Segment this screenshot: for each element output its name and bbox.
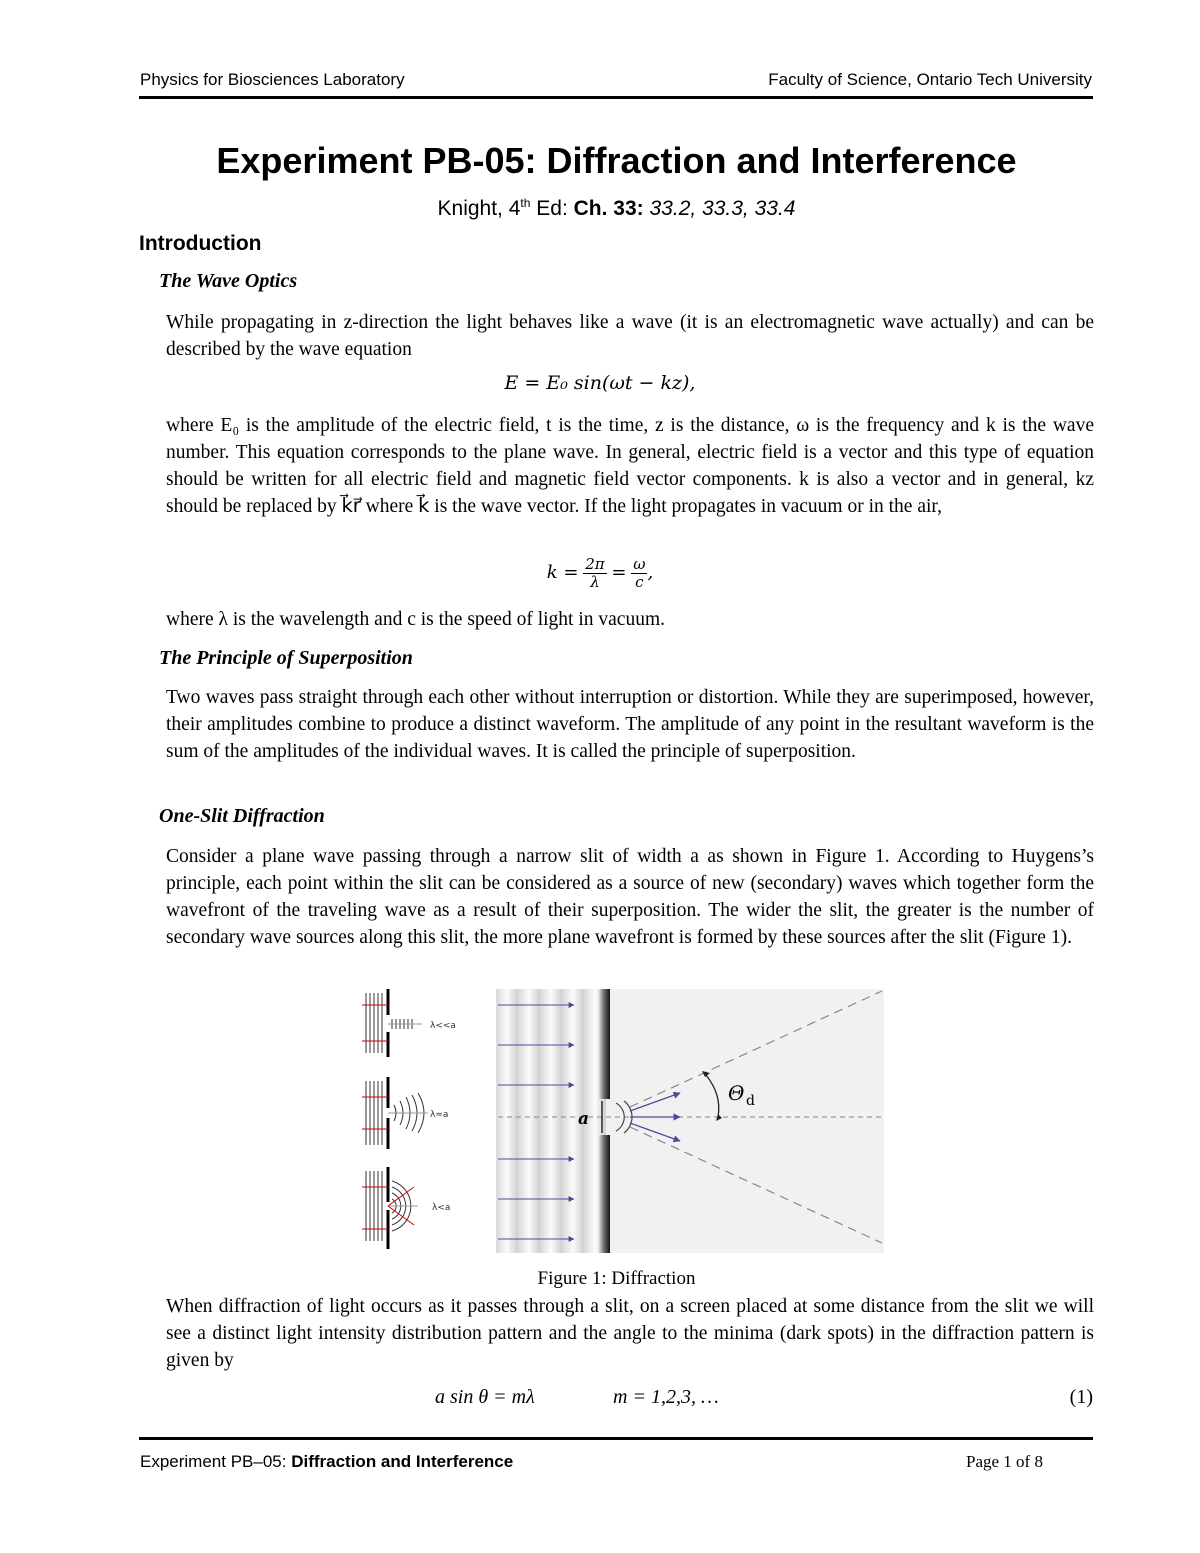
footer-page-number: Page 1 of 8 [966, 1452, 1043, 1471]
header-rule [139, 96, 1093, 99]
superposition-heading: The Principle of Superposition [159, 647, 413, 669]
equation-1-number: (1) [1069, 1386, 1093, 1408]
header-faculty: Faculty of Science, Ontario Tech University [768, 70, 1092, 89]
ref-sections: 33.2, 33.3, 33.4 [649, 197, 796, 220]
label-theta-sub: d [746, 1093, 755, 1109]
one-slit-para-2: When diffraction of light occurs as it passes through a slit, on a screen placed at some distance from the slit we will see a distinct light intensity distribution pattern and the angle to the minima (dark spots) in the diffraction pattern is given by [166, 1296, 1094, 1371]
eq2-frac1-den: λ [590, 573, 600, 591]
one-slit-heading: One-Slit Diffraction [159, 805, 325, 827]
eq2-equals: = [611, 561, 627, 583]
ref-prefix: Knight, 4 [437, 197, 521, 220]
intro-heading: Introduction [139, 232, 262, 255]
diffraction-figure [362, 987, 884, 1255]
label-lambda-much-less: λ<<a [430, 1021, 456, 1031]
small-diagrams [362, 989, 456, 1249]
ref-ed: Ed: [530, 197, 574, 220]
eq2-frac2-den: c [635, 573, 644, 591]
ref-sup: th [520, 196, 531, 210]
eq2-end: , [647, 561, 654, 583]
wave-optics-para-3: where λ is the wavelength and c is the speed of light in vacuum. [166, 609, 665, 630]
footer-title: Diffraction and Interference [291, 1452, 514, 1471]
wave-optics-heading: The Wave Optics [159, 270, 298, 292]
figure-caption: Figure 1: Diffraction [537, 1268, 696, 1289]
header-course-title: Physics for Biosciences Laboratory [140, 70, 405, 89]
small-diagram-2 [362, 1077, 428, 1149]
label-slit-width: a [578, 1109, 590, 1129]
label-lambda-approx: λ≈a [430, 1110, 449, 1120]
small-diagram-1 [362, 989, 422, 1057]
main-diffraction-diagram [496, 989, 884, 1253]
eq2-lhs: k = [546, 561, 579, 583]
footer-prefix: Experiment PB–05: [140, 1452, 292, 1471]
footer-rule [139, 1437, 1093, 1440]
eq2-frac2-num: ω [633, 555, 646, 573]
superposition-para: Two waves pass straight through each other without interruption or distortion. While they are superimposed, however, their amplitudes combine to produce a distinct waveform. The amplitude of any point in the resultant waveform is the sum of the amplitudes of the individual waves. It is called the principle of superposition. [166, 687, 1094, 762]
textbook-reference [0, 196, 1200, 221]
ref-colon: : [636, 197, 650, 220]
small-diagram-3 [362, 1167, 418, 1249]
equation-1-m: m = 1,2,3, … [613, 1386, 719, 1408]
wave-equation: E = E₀ sin(ωt − kz), [504, 372, 696, 394]
label-theta: Θ [728, 1081, 745, 1105]
wave-number-equation [0, 556, 1200, 591]
wave-optics-para-1: While propagating in z-direction the light behaves like a wave (it is an electromagnetic wave actually) and can be described by the wave equation [166, 312, 1094, 360]
page-title: Experiment PB-05: Diffraction and Interference [216, 140, 1017, 181]
footer-experiment [140, 1452, 513, 1472]
wave-optics-para-2: where E₀ is the amplitude of the electric field, t is the time, z is the distance, ω is the frequency and k is the wave number. This equation corresponds to the plane wave. In general, electric field is a vector and this type of equation should be written for all electric field and magnetic field vector components. k is also a vector and in general, kz should be replaced by k⃗r⃗ where k⃗ is the wave vector. If the light propagates in vacuum or in the air, [166, 415, 1094, 517]
eq2-frac-2 [631, 556, 647, 591]
label-lambda-less: λ<a [432, 1203, 451, 1213]
eq2-frac-1 [583, 556, 606, 591]
ref-chapter: Ch. 33 [573, 197, 637, 220]
equation-1: a sin θ = mλ [435, 1386, 535, 1408]
eq2-frac1-num: 2π [585, 555, 605, 573]
one-slit-para-1: Consider a plane wave passing through a narrow slit of width a as shown in Figure 1. According to Huygens’s principle, each point within the slit can be considered as a source of new (secondary) waves which together form the wavefront of the traveling wave as a result of their superposition. The wider the slit, the greater is the number of secondary wave sources along this slit, the more plane wavefront is formed by these sources after the slit (Figure 1). [166, 846, 1094, 948]
